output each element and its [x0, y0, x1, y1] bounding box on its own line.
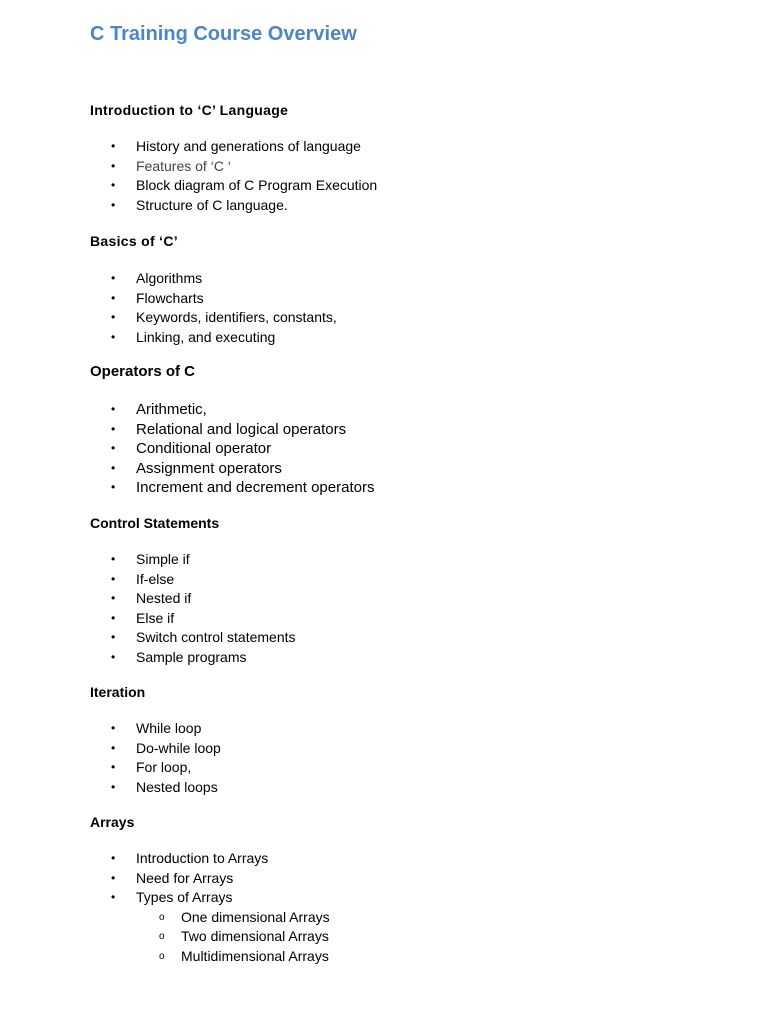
section-heading: Control Statements	[90, 515, 220, 531]
circle-bullet-icon: o	[159, 950, 165, 962]
bullet-icon: •	[111, 779, 116, 794]
list-item-text: Features of ‘C ‘	[136, 157, 231, 174]
list-item-text: Nested if	[136, 590, 192, 606]
bullet-icon: •	[111, 760, 116, 774]
bullet-icon: •	[111, 890, 116, 904]
bullet-icon: •	[111, 139, 116, 153]
list-item-text: For loop,	[136, 759, 192, 775]
bullet-icon: •	[111, 178, 116, 192]
list-item-text: Else if	[136, 609, 175, 626]
list-item-text: Sample programs	[136, 648, 247, 665]
bullet-icon: •	[111, 571, 116, 586]
list-item-text: If-else	[136, 570, 175, 587]
list-item-text: Simple if	[136, 551, 190, 567]
list-item-text: Algorithms	[136, 270, 203, 286]
list-item-text: Types of Arrays	[136, 889, 233, 905]
bullet-icon: •	[111, 310, 116, 324]
list-item-text: History and generations of language	[136, 138, 361, 154]
bullet-icon: •	[111, 649, 116, 664]
bullet-icon: •	[111, 870, 116, 885]
bullet-icon: •	[111, 552, 116, 566]
bullet-icon: •	[111, 441, 116, 455]
bullet-icon: •	[111, 591, 116, 605]
list-item-text: While loop	[136, 720, 202, 736]
section-heading: Introduction to ‘C’ Language	[90, 102, 289, 118]
list-item-text: Do-while loop	[136, 739, 221, 756]
bullet-icon: •	[111, 740, 116, 755]
bullet-icon: •	[111, 329, 116, 344]
list-item-text: Introduction to Arrays	[136, 850, 269, 866]
list-item-text: Switch control statements	[136, 629, 296, 645]
list-item-text: Arithmetic,	[136, 401, 207, 418]
list-item-text: Need for Arrays	[136, 869, 234, 886]
section-heading: Iteration	[90, 684, 146, 700]
list-item-text: Linking, and executing	[136, 328, 276, 345]
list-item-text: Block diagram of C Program Execution	[136, 177, 378, 193]
list-item-text: Nested loops	[136, 778, 218, 795]
list-item-text: Relational and logical operators	[136, 420, 347, 438]
bullet-icon: •	[111, 480, 116, 494]
list-item-text: One dimensional Arrays	[181, 908, 330, 925]
bullet-icon: •	[111, 460, 116, 475]
circle-bullet-icon: o	[159, 911, 165, 923]
section-heading: Arrays	[90, 814, 135, 830]
bullet-icon: •	[111, 851, 116, 865]
section-heading: Basics of ‘C’	[90, 233, 178, 249]
bullet-icon: •	[111, 197, 116, 212]
bullet-icon: •	[111, 630, 116, 644]
bullet-icon: •	[111, 402, 116, 416]
list-item-text: Conditional operator	[136, 440, 272, 457]
list-item-text: Structure of C language.	[136, 196, 288, 213]
section-heading: Operators of C	[90, 363, 196, 380]
list-item-text: Flowcharts	[136, 289, 204, 306]
list-item-text: Two dimensional Arrays	[181, 928, 329, 944]
list-item-text: Multidimensional Arrays	[181, 947, 329, 964]
bullet-icon: •	[111, 158, 116, 173]
bullet-icon: •	[111, 610, 116, 625]
document-title: C Training Course Overview	[90, 23, 357, 45]
list-item-text: Increment and decrement operators	[136, 479, 375, 496]
bullet-icon: •	[111, 290, 116, 305]
bullet-icon: •	[111, 421, 116, 436]
list-item-text: Assignment operators	[136, 459, 282, 477]
bullet-icon: •	[111, 271, 116, 285]
bullet-icon: •	[111, 721, 116, 735]
circle-bullet-icon: o	[159, 931, 165, 942]
list-item-text: Keywords, identifiers, constants,	[136, 309, 337, 325]
